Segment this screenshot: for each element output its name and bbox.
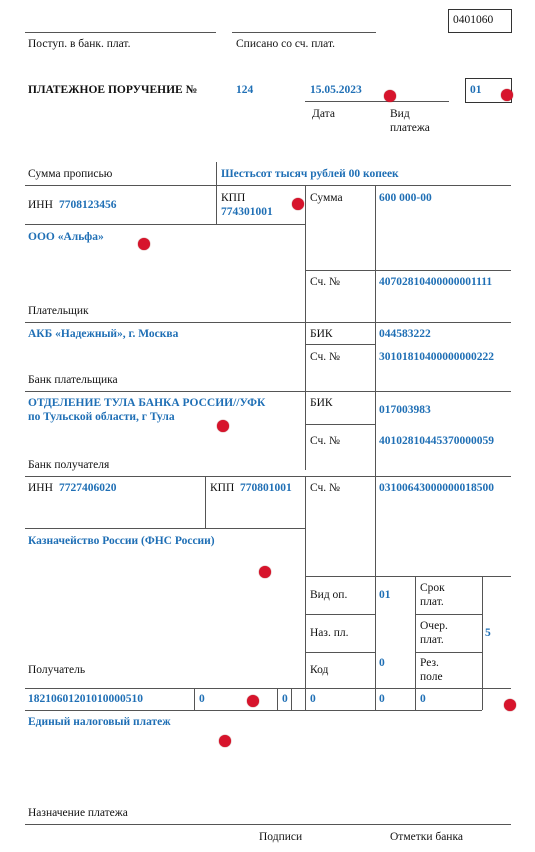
term-label-2: плат. xyxy=(420,596,444,608)
recipient-bank-bik[interactable]: 017003983 xyxy=(379,404,431,416)
priority-label-1: Очер. xyxy=(420,620,448,632)
payer-kpp-label: КПП xyxy=(221,192,246,204)
purpose-marker xyxy=(219,735,231,747)
payment-type-label-1: Вид xyxy=(390,108,410,120)
priority-label-2: плат. xyxy=(420,634,444,646)
recipient-bank-marker xyxy=(217,420,229,432)
payer-account-label: Сч. № xyxy=(310,276,341,288)
payer-role-label: Плательщик xyxy=(28,305,89,317)
debited-label: Списано со сч. плат. xyxy=(236,38,335,50)
recipient-bank-name-2[interactable]: по Тульской области, г Тула xyxy=(28,411,175,423)
amount-words-value[interactable]: Шестьсот тысяч рублей 00 копеек xyxy=(221,168,399,180)
form-code: 0401060 xyxy=(453,14,494,26)
recipient-account-label: Сч. № xyxy=(310,482,341,494)
tax-period[interactable]: 0 xyxy=(310,693,316,705)
payer-bank-name[interactable]: АКБ «Надежный», г. Москва xyxy=(28,328,179,340)
document-number[interactable]: 124 xyxy=(236,84,254,96)
payer-inn[interactable]: 7708123456 xyxy=(59,199,117,211)
purpose-label: Назначение платежа xyxy=(28,807,128,819)
kpp-marker xyxy=(292,198,304,210)
tax-oktmo[interactable]: 0 xyxy=(199,693,205,705)
code[interactable]: 0 xyxy=(379,657,385,669)
recipient-name[interactable]: Казначейство России (ФНС России) xyxy=(28,535,215,547)
payer-name-marker xyxy=(138,238,150,250)
payer-account[interactable]: 40702810400000001111 xyxy=(379,276,493,288)
payer-inn-label: ИНН xyxy=(28,199,53,211)
recipient-bank-account[interactable]: 40102810445370000059 xyxy=(379,435,494,447)
date-label: Дата xyxy=(312,108,335,120)
recipient-bank-name-1[interactable]: ОТДЕЛЕНИЕ ТУЛА БАНКА РОССИИ//УФК xyxy=(28,397,266,409)
oktmo-marker xyxy=(247,695,259,707)
payment-purpose[interactable]: Единый налоговый платеж xyxy=(28,716,171,728)
sum-label: Сумма xyxy=(310,192,343,204)
document-date[interactable]: 15.05.2023 xyxy=(310,84,362,96)
payer-bank-account[interactable]: 30101810400000000222 xyxy=(379,351,494,363)
recipient-name-marker xyxy=(259,566,271,578)
op-type[interactable]: 01 xyxy=(379,589,391,601)
tax-kbk[interactable]: 18210601201010000510 xyxy=(28,693,143,705)
amount-words-label: Сумма прописью xyxy=(28,168,113,180)
signatures-label: Подписи xyxy=(259,831,303,843)
tax-basis[interactable]: 0 xyxy=(282,693,288,705)
tax-doc-number[interactable]: 0 xyxy=(379,693,385,705)
term-label-1: Срок xyxy=(420,582,445,594)
payer-name[interactable]: ООО «Альфа» xyxy=(28,231,104,243)
op-type-label: Вид оп. xyxy=(310,589,348,601)
payer-status[interactable]: 01 xyxy=(470,84,482,96)
bank-marks-label: Отметки банка xyxy=(390,831,463,843)
recipient-role-label: Получатель xyxy=(28,664,86,676)
payer-bank-account-label: Сч. № xyxy=(310,351,341,363)
received-label: Поступ. в банк. плат. xyxy=(28,38,131,50)
tax-row-marker xyxy=(504,699,516,711)
document-title: ПЛАТЕЖНОЕ ПОРУЧЕНИЕ № xyxy=(28,84,198,96)
reserve-label-1: Рез. xyxy=(420,657,439,669)
tax-doc-date[interactable]: 0 xyxy=(420,693,426,705)
payer-bank-bik[interactable]: 044583222 xyxy=(379,328,431,340)
status-marker xyxy=(501,89,513,101)
payer-bank-role-label: Банк плательщика xyxy=(28,374,118,386)
recipient-bank-account-label: Сч. № xyxy=(310,435,341,447)
payment-type-label-2: платежа xyxy=(390,122,430,134)
priority[interactable]: 5 xyxy=(485,627,491,639)
recipient-bank-bik-label: БИК xyxy=(310,397,333,409)
recipient-account[interactable]: 03100643000000018500 xyxy=(379,482,494,494)
date-marker xyxy=(384,90,396,102)
purpose-code-label: Наз. пл. xyxy=(310,627,349,639)
recipient-kpp-label: КПП xyxy=(210,482,235,494)
reserve-label-2: поле xyxy=(420,671,443,683)
sum-value[interactable]: 600 000-00 xyxy=(379,192,432,204)
recipient-inn-label: ИНН xyxy=(28,482,53,494)
payer-kpp[interactable]: 774301001 xyxy=(221,206,273,218)
recipient-bank-role-label: Банк получателя xyxy=(28,459,110,471)
code-label: Код xyxy=(310,664,329,676)
payer-bank-bik-label: БИК xyxy=(310,328,333,340)
recipient-inn[interactable]: 7727406020 xyxy=(59,482,117,494)
recipient-kpp[interactable]: 770801001 xyxy=(240,482,292,494)
